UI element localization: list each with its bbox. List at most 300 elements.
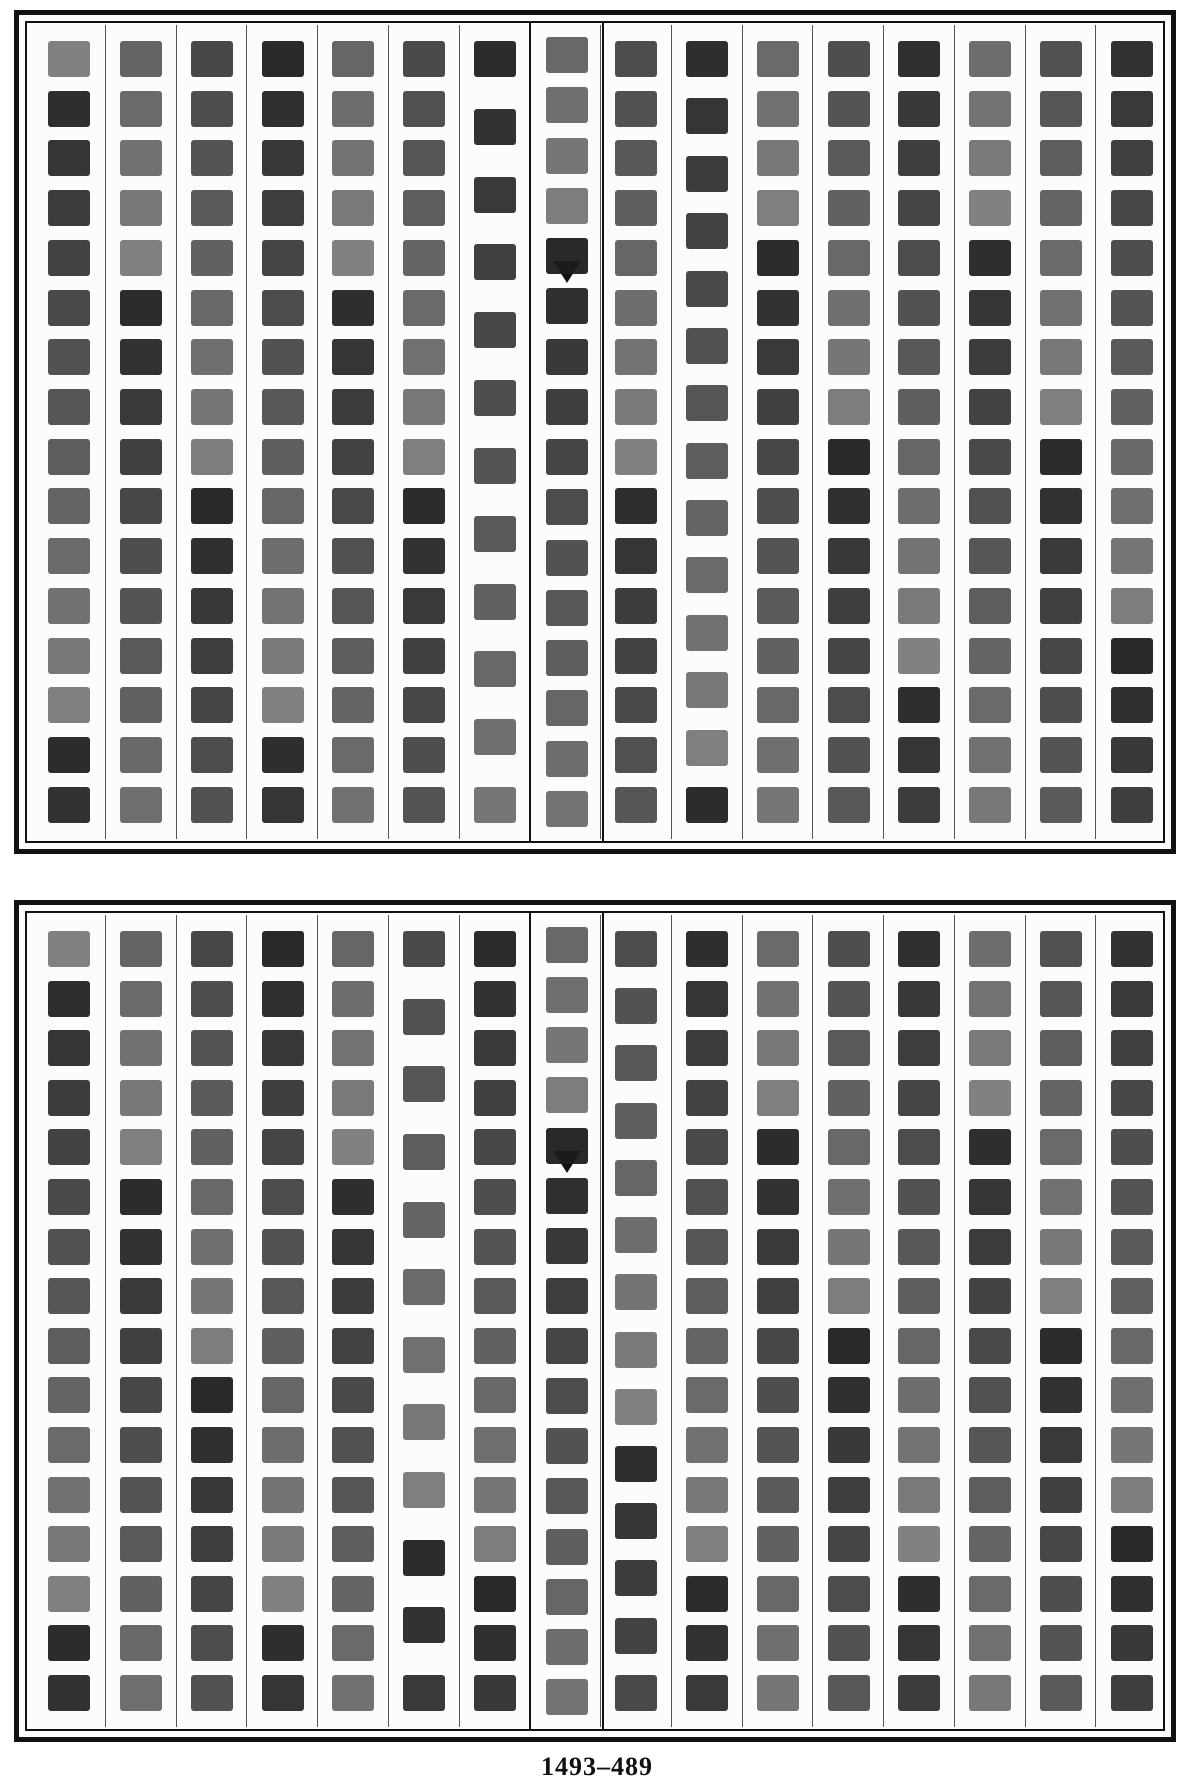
character-glyph: [474, 1675, 516, 1711]
character-glyph: [757, 41, 799, 77]
character-glyph: [686, 931, 728, 967]
character-glyph: [757, 488, 799, 524]
character-glyph: [969, 290, 1011, 326]
character-glyph: [1111, 91, 1153, 127]
character-glyph: [120, 1278, 162, 1314]
character-glyph: [332, 1328, 374, 1364]
column-characters: [1040, 931, 1082, 1711]
character-glyph: [191, 1576, 233, 1612]
character-glyph: [1111, 190, 1153, 226]
character-glyph: [120, 140, 162, 176]
character-glyph: [120, 1526, 162, 1562]
character-glyph: [546, 288, 588, 324]
character-glyph: [191, 1229, 233, 1265]
text-column: [954, 915, 1026, 1727]
column-characters: [828, 41, 870, 823]
character-glyph: [262, 981, 304, 1017]
character-glyph: [120, 1030, 162, 1066]
character-glyph: [615, 1560, 657, 1596]
column-characters: [474, 931, 516, 1711]
character-glyph: [120, 190, 162, 226]
character-glyph: [898, 1328, 940, 1364]
character-glyph: [474, 177, 516, 213]
character-glyph: [1111, 1526, 1153, 1562]
column-characters: [546, 927, 588, 1715]
character-glyph: [686, 1080, 728, 1116]
character-glyph: [686, 1129, 728, 1165]
text-column: [671, 25, 743, 839]
character-glyph: [191, 1675, 233, 1711]
character-glyph: [474, 1427, 516, 1463]
character-glyph: [969, 389, 1011, 425]
character-glyph: [686, 1427, 728, 1463]
character-glyph: [828, 588, 870, 624]
character-glyph: [332, 687, 374, 723]
character-glyph: [332, 240, 374, 276]
character-glyph: [1040, 1179, 1082, 1215]
character-glyph: [615, 638, 657, 674]
character-glyph: [191, 931, 233, 967]
character-glyph: [403, 41, 445, 77]
character-glyph: [403, 999, 445, 1035]
character-glyph: [1111, 488, 1153, 524]
character-glyph: [898, 1526, 940, 1562]
character-glyph: [757, 737, 799, 773]
character-glyph: [332, 1229, 374, 1265]
character-glyph: [1111, 1675, 1153, 1711]
character-glyph: [757, 1129, 799, 1165]
character-glyph: [546, 1077, 588, 1113]
character-glyph: [757, 339, 799, 375]
column-characters: [546, 37, 588, 827]
character-glyph: [969, 787, 1011, 823]
character-glyph: [828, 1377, 870, 1413]
character-glyph: [120, 538, 162, 574]
character-glyph: [546, 927, 588, 963]
character-glyph: [615, 290, 657, 326]
character-glyph: [332, 91, 374, 127]
character-glyph: [828, 91, 870, 127]
character-glyph: [969, 1129, 1011, 1165]
character-glyph: [757, 1278, 799, 1314]
character-glyph: [546, 1128, 588, 1164]
character-glyph: [191, 488, 233, 524]
character-glyph: [403, 1337, 445, 1373]
character-glyph: [546, 1178, 588, 1214]
column-characters: [828, 931, 870, 1711]
character-glyph: [686, 328, 728, 364]
upper-page-block: [14, 10, 1176, 854]
character-glyph: [120, 1477, 162, 1513]
character-glyph: [262, 140, 304, 176]
character-glyph: [898, 538, 940, 574]
character-glyph: [828, 1129, 870, 1165]
text-column: [529, 21, 604, 843]
character-glyph: [1040, 339, 1082, 375]
character-glyph: [1111, 538, 1153, 574]
character-glyph: [546, 238, 588, 274]
character-glyph: [828, 737, 870, 773]
character-glyph: [403, 240, 445, 276]
character-glyph: [828, 1030, 870, 1066]
character-glyph: [898, 1675, 940, 1711]
character-glyph: [48, 737, 90, 773]
text-column: [246, 915, 318, 1727]
column-characters: [898, 41, 940, 823]
character-glyph: [1040, 140, 1082, 176]
character-glyph: [969, 439, 1011, 475]
character-glyph: [262, 787, 304, 823]
character-glyph: [332, 1675, 374, 1711]
column-characters: [191, 931, 233, 1711]
character-glyph: [757, 1229, 799, 1265]
character-glyph: [969, 1080, 1011, 1116]
character-glyph: [474, 981, 516, 1017]
character-glyph: [262, 1030, 304, 1066]
character-glyph: [1111, 41, 1153, 77]
character-glyph: [1040, 91, 1082, 127]
column-characters: [332, 41, 374, 823]
character-glyph: [191, 389, 233, 425]
character-glyph: [474, 1129, 516, 1165]
character-glyph: [969, 1526, 1011, 1562]
character-glyph: [1111, 1030, 1153, 1066]
character-glyph: [686, 1229, 728, 1265]
character-glyph: [615, 1332, 657, 1368]
character-glyph: [828, 290, 870, 326]
character-glyph: [615, 1160, 657, 1196]
character-glyph: [898, 638, 940, 674]
character-glyph: [120, 290, 162, 326]
text-column: [459, 915, 531, 1727]
character-glyph: [191, 538, 233, 574]
character-glyph: [191, 1179, 233, 1215]
character-glyph: [1040, 687, 1082, 723]
character-glyph: [546, 977, 588, 1013]
column-characters: [403, 41, 445, 823]
character-glyph: [898, 439, 940, 475]
text-column: [246, 25, 318, 839]
text-column: [1095, 25, 1167, 839]
character-glyph: [48, 1526, 90, 1562]
character-glyph: [686, 156, 728, 192]
character-glyph: [403, 140, 445, 176]
character-glyph: [1040, 1377, 1082, 1413]
character-glyph: [757, 1427, 799, 1463]
character-glyph: [1111, 687, 1153, 723]
character-glyph: [332, 290, 374, 326]
character-glyph: [262, 1526, 304, 1562]
character-glyph: [48, 1080, 90, 1116]
text-column: [105, 25, 177, 839]
character-glyph: [120, 1576, 162, 1612]
character-glyph: [757, 1576, 799, 1612]
character-glyph: [546, 489, 588, 525]
character-glyph: [828, 1328, 870, 1364]
character-glyph: [757, 538, 799, 574]
character-glyph: [615, 190, 657, 226]
character-glyph: [546, 791, 588, 827]
character-glyph: [120, 488, 162, 524]
character-glyph: [898, 1427, 940, 1463]
character-glyph: [403, 91, 445, 127]
character-glyph: [332, 1030, 374, 1066]
character-glyph: [969, 91, 1011, 127]
character-glyph: [898, 981, 940, 1017]
character-glyph: [757, 1526, 799, 1562]
character-glyph: [191, 1625, 233, 1661]
character-glyph: [48, 1328, 90, 1364]
character-glyph: [262, 1427, 304, 1463]
character-glyph: [191, 1328, 233, 1364]
character-glyph: [120, 1427, 162, 1463]
character-glyph: [1111, 1625, 1153, 1661]
character-glyph: [120, 1328, 162, 1364]
character-glyph: [757, 1377, 799, 1413]
character-glyph: [686, 385, 728, 421]
character-glyph: [403, 1675, 445, 1711]
character-glyph: [757, 981, 799, 1017]
text-column: [1025, 915, 1097, 1727]
character-glyph: [474, 1576, 516, 1612]
character-glyph: [403, 1404, 445, 1440]
character-glyph: [474, 1526, 516, 1562]
column-characters: [686, 41, 728, 823]
character-glyph: [546, 138, 588, 174]
character-glyph: [191, 1080, 233, 1116]
character-glyph: [403, 538, 445, 574]
character-glyph: [1040, 638, 1082, 674]
character-glyph: [332, 1129, 374, 1165]
column-characters: [615, 41, 657, 823]
character-glyph: [615, 91, 657, 127]
character-glyph: [969, 1576, 1011, 1612]
character-glyph: [1040, 1278, 1082, 1314]
character-glyph: [120, 439, 162, 475]
column-characters: [48, 41, 90, 823]
character-glyph: [403, 1607, 445, 1643]
character-glyph: [615, 1675, 657, 1711]
character-glyph: [191, 1030, 233, 1066]
character-glyph: [403, 638, 445, 674]
character-glyph: [969, 538, 1011, 574]
character-glyph: [757, 1625, 799, 1661]
character-glyph: [1111, 1229, 1153, 1265]
character-glyph: [969, 1179, 1011, 1215]
character-glyph: [828, 439, 870, 475]
character-glyph: [686, 1576, 728, 1612]
character-glyph: [969, 1377, 1011, 1413]
character-glyph: [615, 1103, 657, 1139]
character-glyph: [120, 588, 162, 624]
character-glyph: [191, 981, 233, 1017]
character-glyph: [615, 687, 657, 723]
character-glyph: [262, 290, 304, 326]
character-glyph: [262, 538, 304, 574]
text-column: [1025, 25, 1097, 839]
character-glyph: [403, 339, 445, 375]
character-glyph: [48, 91, 90, 127]
character-glyph: [332, 439, 374, 475]
character-glyph: [686, 1377, 728, 1413]
character-glyph: [332, 1080, 374, 1116]
character-glyph: [474, 380, 516, 416]
character-glyph: [757, 687, 799, 723]
character-glyph: [48, 439, 90, 475]
character-glyph: [262, 737, 304, 773]
character-glyph: [474, 719, 516, 755]
character-glyph: [1040, 439, 1082, 475]
character-glyph: [191, 339, 233, 375]
character-glyph: [898, 91, 940, 127]
character-glyph: [474, 1229, 516, 1265]
character-glyph: [262, 588, 304, 624]
text-column: [600, 915, 672, 1727]
character-glyph: [828, 1179, 870, 1215]
character-glyph: [828, 687, 870, 723]
character-glyph: [546, 188, 588, 224]
character-glyph: [120, 981, 162, 1017]
character-glyph: [546, 741, 588, 777]
character-glyph: [120, 339, 162, 375]
character-glyph: [48, 1427, 90, 1463]
character-glyph: [615, 931, 657, 967]
character-glyph: [828, 981, 870, 1017]
character-glyph: [403, 439, 445, 475]
character-glyph: [403, 488, 445, 524]
character-glyph: [969, 638, 1011, 674]
character-glyph: [403, 931, 445, 967]
character-glyph: [48, 389, 90, 425]
character-glyph: [191, 190, 233, 226]
character-glyph: [898, 1576, 940, 1612]
column-characters: [191, 41, 233, 823]
character-glyph: [191, 588, 233, 624]
character-glyph: [615, 1503, 657, 1539]
text-column: [883, 915, 955, 1727]
character-glyph: [48, 190, 90, 226]
character-glyph: [191, 439, 233, 475]
character-glyph: [828, 190, 870, 226]
character-glyph: [48, 1675, 90, 1711]
character-glyph: [1040, 389, 1082, 425]
character-glyph: [898, 1030, 940, 1066]
text-column: [317, 25, 389, 839]
character-glyph: [969, 1477, 1011, 1513]
character-glyph: [1040, 787, 1082, 823]
text-column: [812, 915, 884, 1727]
character-glyph: [1040, 931, 1082, 967]
character-glyph: [262, 439, 304, 475]
character-glyph: [546, 1629, 588, 1665]
character-glyph: [332, 339, 374, 375]
character-glyph: [262, 91, 304, 127]
character-glyph: [48, 1625, 90, 1661]
character-glyph: [546, 339, 588, 375]
character-glyph: [969, 240, 1011, 276]
character-glyph: [615, 737, 657, 773]
character-glyph: [828, 488, 870, 524]
character-glyph: [1040, 538, 1082, 574]
character-glyph: [262, 687, 304, 723]
character-glyph: [262, 1576, 304, 1612]
text-column: [529, 911, 604, 1731]
character-glyph: [1111, 1328, 1153, 1364]
text-column: [742, 915, 814, 1727]
character-glyph: [828, 240, 870, 276]
character-glyph: [546, 1378, 588, 1414]
text-column: [954, 25, 1026, 839]
character-glyph: [48, 290, 90, 326]
character-glyph: [686, 213, 728, 249]
character-glyph: [969, 190, 1011, 226]
character-glyph: [1111, 588, 1153, 624]
character-glyph: [191, 91, 233, 127]
character-glyph: [403, 1472, 445, 1508]
character-glyph: [1040, 1229, 1082, 1265]
character-glyph: [898, 140, 940, 176]
character-glyph: [474, 1328, 516, 1364]
character-glyph: [191, 1278, 233, 1314]
character-glyph: [332, 1625, 374, 1661]
character-glyph: [332, 638, 374, 674]
character-glyph: [48, 1477, 90, 1513]
character-glyph: [969, 339, 1011, 375]
character-glyph: [898, 737, 940, 773]
character-glyph: [1111, 737, 1153, 773]
character-glyph: [262, 1625, 304, 1661]
character-glyph: [686, 271, 728, 307]
character-glyph: [1040, 41, 1082, 77]
character-glyph: [191, 1427, 233, 1463]
character-glyph: [120, 1625, 162, 1661]
character-glyph: [1040, 1129, 1082, 1165]
character-glyph: [615, 988, 657, 1024]
character-glyph: [686, 1625, 728, 1661]
character-glyph: [898, 1377, 940, 1413]
character-glyph: [403, 687, 445, 723]
character-glyph: [48, 787, 90, 823]
character-glyph: [757, 1477, 799, 1513]
character-glyph: [262, 190, 304, 226]
character-glyph: [1111, 140, 1153, 176]
character-glyph: [1040, 1477, 1082, 1513]
character-glyph: [332, 389, 374, 425]
character-glyph: [1111, 439, 1153, 475]
character-glyph: [828, 638, 870, 674]
character-glyph: [332, 190, 374, 226]
character-glyph: [546, 389, 588, 425]
character-glyph: [191, 240, 233, 276]
character-glyph: [1040, 240, 1082, 276]
character-glyph: [546, 439, 588, 475]
character-glyph: [757, 787, 799, 823]
character-glyph: [757, 1080, 799, 1116]
character-glyph: [48, 687, 90, 723]
character-glyph: [474, 41, 516, 77]
character-glyph: [898, 290, 940, 326]
text-column: [105, 915, 177, 1727]
character-glyph: [474, 448, 516, 484]
character-glyph: [332, 1427, 374, 1463]
character-glyph: [969, 1030, 1011, 1066]
character-glyph: [615, 41, 657, 77]
character-glyph: [615, 339, 657, 375]
character-glyph: [686, 1328, 728, 1364]
character-glyph: [1111, 638, 1153, 674]
character-glyph: [828, 140, 870, 176]
character-glyph: [898, 1625, 940, 1661]
